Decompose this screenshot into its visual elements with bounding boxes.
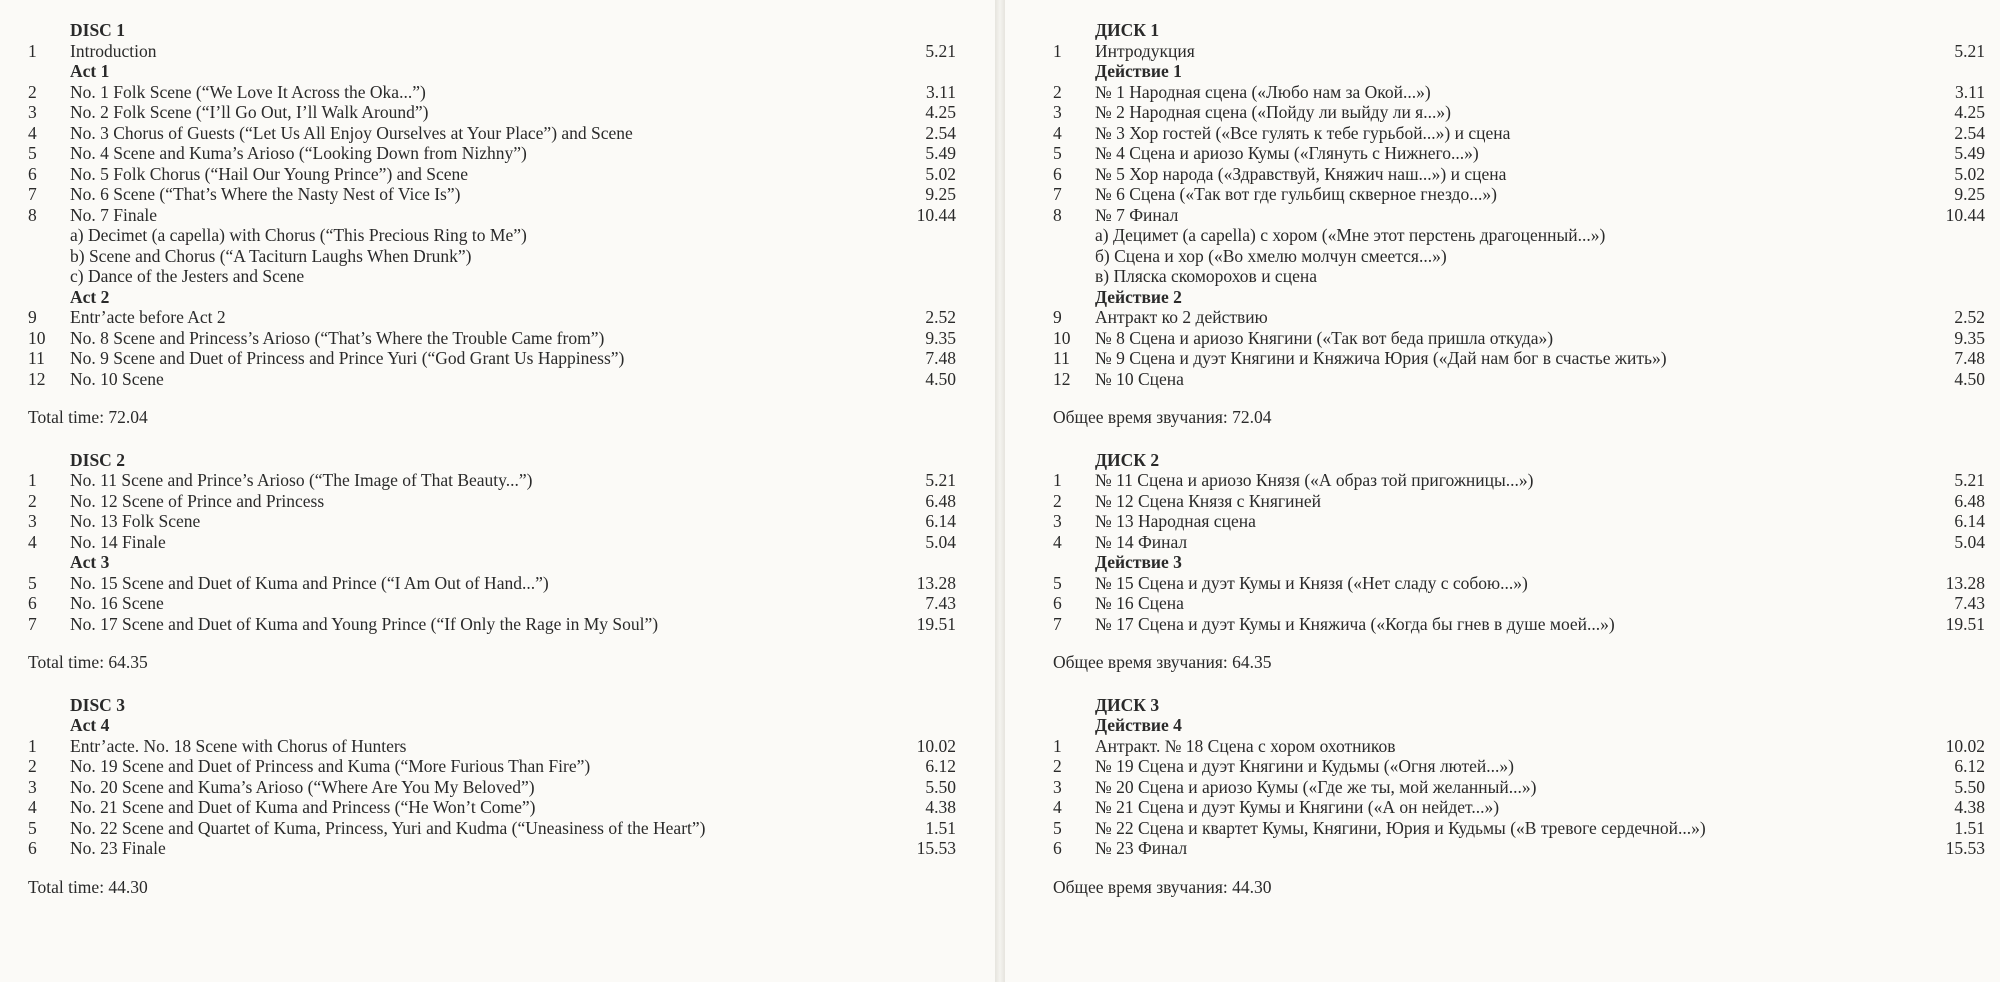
sub-part-title: c) Dance of the Jesters and Scene [70,266,305,286]
track-row [1053,736,1985,757]
track-number: 9 [1053,307,1062,327]
track-title: Entr’acte before Act 2 [70,307,226,327]
act-heading-row [1053,715,1985,736]
track-row [1053,532,1985,553]
booklet-gutter [995,0,1005,982]
track-title: № 22 Сцена и квартет Кумы, Княгини, Юрия и Кудьмы («В тревоге сердечной...») [1095,817,1706,838]
track-number: 4 [28,531,37,552]
track-title: No. 2 Folk Scene (“I’ll Go Out, I’ll Walk Around”) [70,102,429,122]
track-row [1053,818,1985,839]
track-number: 7 [28,613,37,634]
track-number: 9 [28,307,37,327]
disc-heading: ДИСК 3 [1095,694,1160,715]
track-title: No. 11 Scene and Prince’s Arioso (“The Image of That Beauty...”) [70,470,533,490]
track-number: 10 [28,327,46,348]
track-duration: 1.51 [1954,817,1985,838]
track-number: 2 [28,490,37,511]
track-row [1053,777,1985,798]
booklet-page-english [0,0,995,982]
track-title: № 23 Финал [1095,838,1188,858]
track-duration: 15.53 [1945,838,1985,858]
track-row [1053,82,1985,103]
disc-total-time: Общее время звучания: 64.35 [1053,652,1272,672]
act-heading-row [1053,552,1985,573]
track-row [28,777,956,798]
disc-heading: ДИСК 2 [1095,449,1160,470]
track-duration: 5.04 [1954,531,1985,552]
act-heading: Действие 2 [1095,286,1182,307]
track-duration: 9.25 [925,184,956,204]
track-duration: 5.02 [925,163,956,184]
track-row [28,818,956,839]
track-row [28,143,956,164]
track-duration: 7.43 [925,593,956,613]
disc-total-time: Общее время звучания: 44.30 [1053,876,1272,897]
track-title: No. 13 Folk Scene [70,511,201,531]
act-heading: Act 1 [70,61,110,81]
track-number: 2 [1053,490,1062,511]
track-title: No. 14 Finale [70,531,166,552]
act-heading: Act 3 [70,552,110,572]
track-row [28,164,956,185]
track-number: 3 [28,511,37,531]
track-number: 1 [1053,40,1062,61]
track-title: № 17 Сцена и дуэт Кумы и Княжича («Когда бы гнев в душе моей...») [1095,613,1615,634]
track-number: 12 [1053,368,1071,389]
track-number: 5 [28,817,37,838]
track-number: 4 [28,797,37,817]
track-title: No. 19 Scene and Duet of Princess and Kuma (“More Furious Than Fire”) [70,756,591,776]
track-duration: 15.53 [916,838,956,858]
track-number: 4 [1053,122,1062,143]
track-row [28,348,956,369]
track-title: Антракт. № 18 Сцена с хором охотников [1095,735,1396,756]
track-row [1053,797,1985,818]
track-number: 11 [1053,348,1070,368]
track-title: No. 15 Scene and Duet of Kuma and Prince (“I Am Out of Hand...”) [70,572,549,593]
track-row [28,511,956,532]
booklet-page-russian [1005,0,2000,982]
track-duration: 3.11 [1955,81,1985,102]
track-number: 6 [1053,838,1062,858]
track-duration: 1.51 [925,817,956,838]
track-row [28,205,956,226]
track-duration: 10.44 [1945,204,1985,225]
act-heading: Действие 1 [1095,61,1182,81]
track-duration: 4.25 [925,102,956,122]
sub-part-title: а) Децимет (a capella) с хором («Мне этот перстень драгоценный...») [1095,225,1606,245]
disc-section [1053,20,1985,428]
track-row [1053,184,1985,205]
track-duration: 9.25 [1954,184,1985,204]
track-duration: 4.25 [1954,102,1985,122]
track-row [1053,307,1985,328]
track-title: No. 20 Scene and Kuma’s Arioso (“Where Are You My Beloved”) [70,776,535,797]
track-duration: 7.43 [1954,593,1985,613]
track-title: № 13 Народная сцена [1095,511,1256,531]
track-number: 11 [28,348,45,368]
track-number: 7 [1053,613,1062,634]
track-number: 3 [1053,511,1062,531]
disc-total-time: Total time: 72.04 [28,407,148,427]
track-number: 12 [28,368,46,389]
track-title: № 12 Сцена Князя с Княгиней [1095,490,1321,511]
track-row [28,797,956,818]
track-duration: 6.14 [925,511,956,531]
disc-section [28,20,956,428]
track-title: No. 10 Scene [70,368,164,389]
track-duration: 5.49 [925,143,956,163]
track-title: Introduction [70,40,157,61]
track-row [1053,41,1985,62]
track-duration: 6.12 [1954,756,1985,776]
track-number: 10 [1053,327,1071,348]
track-number: 5 [28,143,37,163]
track-row [28,82,956,103]
track-title: № 14 Финал [1095,531,1188,552]
track-number: 5 [1053,572,1062,593]
track-number: 1 [28,40,37,61]
track-row [28,756,956,777]
track-row [1053,470,1985,491]
track-title: No. 4 Scene and Kuma’s Arioso (“Looking Down from Nizhny”) [70,143,527,163]
disc-heading-row [28,695,956,716]
track-duration: 5.02 [1954,163,1985,184]
track-row [1053,614,1985,635]
track-duration: 5.04 [925,531,956,552]
track-duration: 5.50 [1954,776,1985,797]
track-duration: 9.35 [1954,327,1985,348]
act-heading: Act 4 [70,715,110,735]
track-number: 5 [1053,817,1062,838]
track-title: № 5 Хор народа («Здравствуй, Княжич наш...») и сцена [1095,163,1507,184]
track-duration: 7.48 [925,348,956,368]
disc-total-time: Total time: 44.30 [28,876,148,897]
track-number: 8 [28,204,37,225]
track-row [1053,123,1985,144]
track-title: № 3 Хор гостей («Все гулять к тебе гурьбой...») и сцена [1095,122,1511,143]
disc-heading-row [1053,450,1985,471]
track-duration: 4.38 [1954,797,1985,817]
act-heading-row [28,287,956,308]
track-row [28,123,956,144]
track-title: No. 6 Scene (“That’s Where the Nasty Nest of Vice Is”) [70,184,461,204]
track-row [28,838,956,859]
sub-part-title: в) Пляска скоморохов и сцена [1095,266,1317,286]
track-title: № 19 Сцена и дуэт Княгини и Кудьмы («Огня лютей...») [1095,756,1515,776]
track-number: 6 [1053,163,1062,184]
track-duration: 10.02 [1945,735,1985,756]
track-row [1053,593,1985,614]
disc-section [28,450,956,673]
track-duration: 4.50 [925,368,956,389]
track-title: № 2 Народная сцена («Пойду ли выйду ли я...») [1095,102,1451,122]
track-title: No. 5 Folk Chorus (“Hail Our Young Prince”) and Scene [70,163,469,184]
track-number: 2 [1053,756,1062,776]
track-duration: 5.21 [925,40,956,61]
track-duration: 19.51 [916,613,956,634]
act-heading: Действие 3 [1095,552,1182,572]
track-title: No. 7 Finale [70,204,158,225]
act-heading: Act 2 [70,286,110,307]
track-number: 2 [28,756,37,776]
track-title: № 11 Сцена и ариозо Князя («А образ той пригожницы...») [1095,470,1534,490]
track-row [1053,511,1985,532]
track-title: Интродукция [1095,40,1195,61]
track-row [1053,102,1985,123]
track-row [1053,838,1985,859]
act-heading-row [1053,61,1985,82]
track-row [28,369,956,390]
track-title: Антракт ко 2 действию [1095,307,1268,327]
sub-part-title: a) Decimet (a capella) with Chorus (“This Precious Ring to Me”) [70,225,527,245]
track-title: No. 3 Chorus of Guests (“Let Us All Enjoy Ourselves at Your Place”) and Scene [70,122,633,143]
track-row [1053,143,1985,164]
track-title: No. 12 Scene of Prince and Princess [70,490,325,511]
track-title: № 4 Сцена и ариозо Кумы («Глянуть с Нижнего...») [1095,143,1479,163]
sub-part-row [28,266,956,287]
track-row [1053,205,1985,226]
track-duration: 13.28 [916,572,956,593]
track-duration: 6.14 [1954,511,1985,531]
track-title: No. 21 Scene and Duet of Kuma and Princess (“He Won’t Come”) [70,797,536,817]
track-number: 1 [28,470,37,490]
act-heading-row [1053,287,1985,308]
disc-section [1053,450,1985,673]
track-title: № 6 Сцена («Так вот где гульбищ скверное гнездо...») [1095,184,1497,204]
track-row [28,307,956,328]
act-heading-row [28,552,956,573]
track-duration: 5.49 [1954,143,1985,163]
track-duration: 4.50 [1954,368,1985,389]
track-number: 4 [28,122,37,143]
disc-section [28,695,956,898]
tracklist-russian [1053,20,1985,897]
disc-heading-row [28,20,956,41]
track-duration: 2.54 [1954,122,1985,143]
track-number: 3 [28,102,37,122]
disc-heading-row [28,450,956,471]
track-title: № 1 Народная сцена («Любо нам за Окой...») [1095,81,1431,102]
track-duration: 6.48 [925,490,956,511]
track-duration: 19.51 [1945,613,1985,634]
track-duration: 5.50 [925,776,956,797]
sub-part-row [28,246,956,267]
track-duration: 4.38 [925,797,956,817]
track-number: 6 [28,163,37,184]
sub-part-title: b) Scene and Chorus (“A Taciturn Laughs When Drunk”) [70,245,472,266]
disc-heading: DISC 3 [70,694,125,715]
track-row [1053,164,1985,185]
track-row [28,328,956,349]
track-number: 2 [1053,81,1062,102]
disc-heading-row [1053,695,1985,716]
track-duration: 10.44 [916,204,956,225]
track-duration: 13.28 [1945,572,1985,593]
track-title: № 9 Сцена и дуэт Княгини и Княжича Юрия («Дай нам бог в счастье жить») [1095,348,1667,368]
track-row [1053,348,1985,369]
tracklist-english [28,20,956,897]
track-row [1053,491,1985,512]
track-number: 1 [1053,470,1062,490]
sub-part-title: б) Сцена и хор («Во хмелю молчун смеется...») [1095,245,1447,266]
track-row [28,573,956,594]
track-row [1053,756,1985,777]
track-title: Entr’acte. No. 18 Scene with Chorus of Hunters [70,735,407,756]
disc-heading: ДИСК 1 [1095,20,1160,40]
track-row [28,736,956,757]
track-row [28,491,956,512]
track-row [28,41,956,62]
track-number: 6 [1053,593,1062,613]
track-row [1053,328,1985,349]
track-number: 5 [28,572,37,593]
track-title: No. 22 Scene and Quartet of Kuma, Princess, Yuri and Kudma (“Uneasiness of the Heart”) [70,817,706,838]
track-row [1053,369,1985,390]
sub-part-row [1053,246,1985,267]
track-duration: 6.12 [925,756,956,776]
track-title: No. 1 Folk Scene (“We Love It Across the Oka...”) [70,81,426,102]
track-number: 6 [28,593,37,613]
track-row [28,593,956,614]
track-title: № 21 Сцена и дуэт Кумы и Княгини («А он нейдет...») [1095,797,1500,817]
disc-total-time: Общее время звучания: 72.04 [1053,407,1272,427]
track-title: № 20 Сцена и ариозо Кумы («Где же ты, мой желанный...») [1095,776,1537,797]
track-number: 2 [28,81,37,102]
disc-heading-row [1053,20,1985,41]
track-duration: 7.48 [1954,348,1985,368]
track-row [1053,573,1985,594]
track-duration: 5.21 [1954,470,1985,490]
track-title: No. 9 Scene and Duet of Princess and Prince Yuri (“God Grant Us Happiness”) [70,348,625,368]
track-number: 5 [1053,143,1062,163]
act-heading-row [28,715,956,736]
track-row [28,184,956,205]
track-title: № 10 Сцена [1095,368,1184,389]
track-number: 3 [1053,102,1062,122]
track-title: № 8 Сцена и ариозо Княгини («Так вот беда пришла откуда») [1095,327,1554,348]
track-title: No. 17 Scene and Duet of Kuma and Young Prince (“If Only the Rage in My Soul”) [70,613,659,634]
track-number: 4 [1053,797,1062,817]
track-number: 1 [28,735,37,756]
track-duration: 5.21 [925,470,956,490]
act-heading: Действие 4 [1095,715,1182,735]
track-row [28,614,956,635]
track-duration: 2.52 [1954,307,1985,327]
disc-heading: DISC 1 [70,20,125,40]
track-number: 8 [1053,204,1062,225]
track-duration: 2.54 [925,122,956,143]
track-duration: 6.48 [1954,490,1985,511]
track-number: 7 [28,184,37,204]
disc-total-time: Total time: 64.35 [28,652,148,672]
track-number: 3 [1053,776,1062,797]
track-duration: 2.52 [925,307,956,327]
track-title: № 7 Финал [1095,204,1179,225]
track-duration: 5.21 [1954,40,1985,61]
track-row [28,102,956,123]
track-number: 6 [28,838,37,858]
sub-part-row [28,225,956,246]
disc-section [1053,695,1985,898]
track-title: No. 23 Finale [70,838,166,858]
act-heading-row [28,61,956,82]
sub-part-row [1053,266,1985,287]
track-duration: 9.35 [925,327,956,348]
track-duration: 3.11 [926,81,956,102]
track-row [28,470,956,491]
track-title: № 16 Сцена [1095,593,1184,613]
track-number: 4 [1053,531,1062,552]
sub-part-row [1053,225,1985,246]
track-title: № 15 Сцена и дуэт Кумы и Князя («Нет сладу с собою...») [1095,572,1528,593]
track-duration: 10.02 [916,735,956,756]
track-number: 1 [1053,735,1062,756]
track-title: No. 16 Scene [70,593,164,613]
track-number: 3 [28,776,37,797]
track-number: 7 [1053,184,1062,204]
track-title: No. 8 Scene and Princess’s Arioso (“That’s Where the Trouble Came from”) [70,327,605,348]
disc-heading: DISC 2 [70,449,125,470]
track-row [28,532,956,553]
